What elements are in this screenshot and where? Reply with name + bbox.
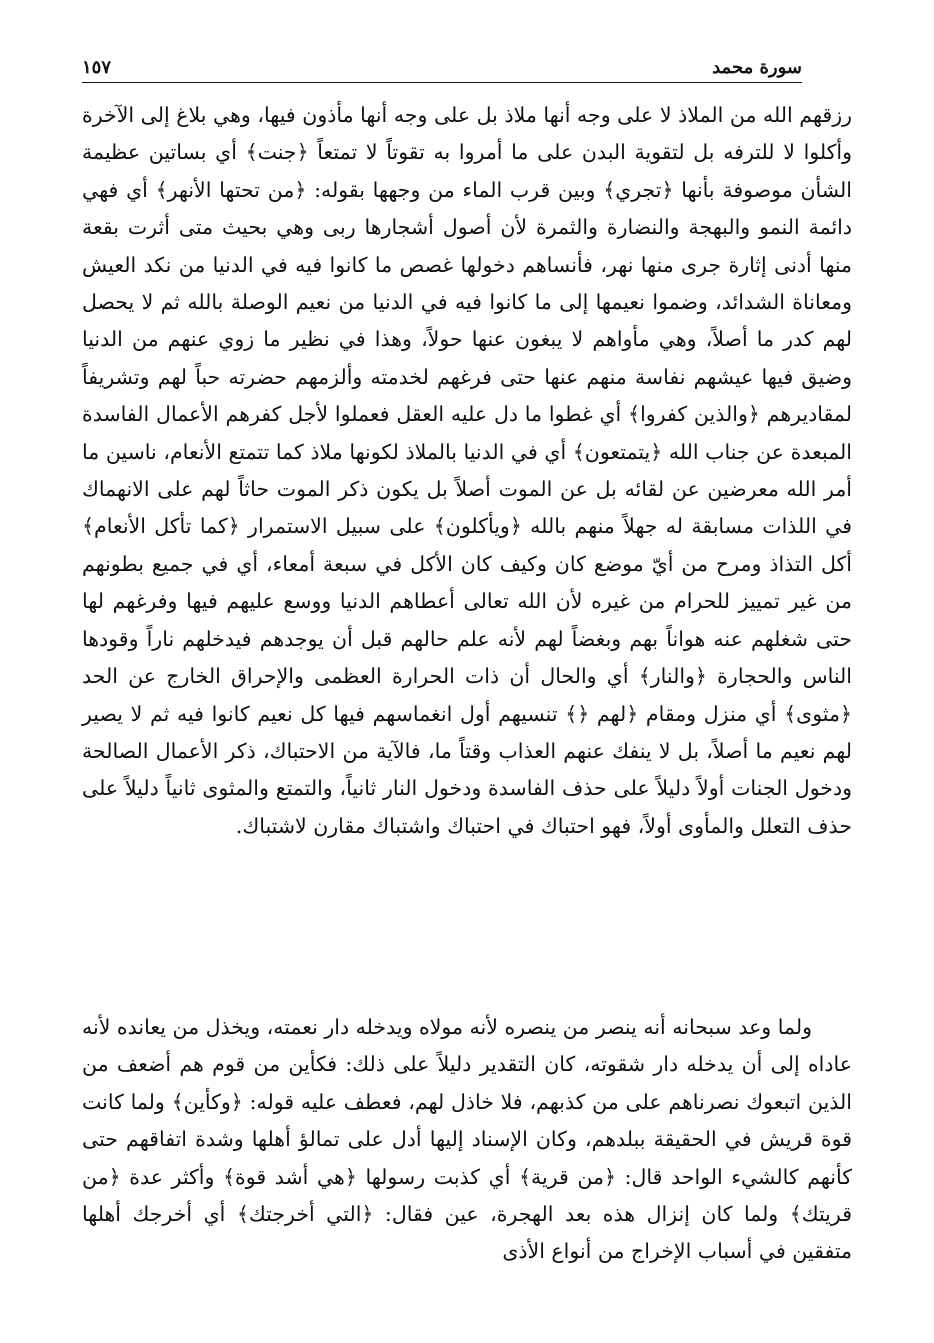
- page-header: [82, 48, 802, 78]
- paragraph-text: [82, 1009, 852, 1271]
- paragraph-text: رزقهم الله من الملاذ لا على وجه أنها ملاذ بل على وجه أنها مأذون فيها، وهي بلاغ إلى الآخرة وأكلوا لا للترفه بل لتقوية البدن على ما أمروا به تقوتاً لا تمتعاً ﴿جنت﴾ أي بساتين عظيمة الشأن موصوفة بأنها ﴿تجري﴾ وبين قرب الماء من وجهها بقوله: ﴿من تحتها الأنهر﴾ أي فهي دائمة النمو والبهجة والنضارة والثمرة لأن أصول أشجارها ربى وهي بحيث متى أثرت بقعة منها أدنى إثارة جرى منها نهر، فأنساهم دخولها غصص ما كانوا فيه في الدنيا من نكد العيش ومعاناة الشدائد، وضموا نعيمها إلى ما كانوا فيه في الدنيا من نعيم الوصلة بالله ثم لا يحصل لهم كدر ما أصلاً، وهي مأواهم لا يبغون عنها حولاً، وهذا في نظير ما زوي عنهم من الدنيا وضيق فيها عيشهم نفاسة منهم عنها حتى فرغهم لخدمته وألزمهم حضرته حباً لهم وتشريفاً لمقاديرهم ﴿والذين كفروا﴾ أي غطوا ما دل عليه العقل فعملوا لأجل كفرهم الأعمال الفاسدة المبعدة عن جناب الله ﴿يتمتعون﴾ أي في الدنيا بالملاذ لكونها ملاذ كما تتمتع الأنعام، ناسين ما أمر الله معرضين عن لقائه بل عن الموت أصلاً بل يكون ذكر الموت حاثاً لهم على الانهماك في اللذات مسابقة له جهلاً منهم بالله ﴿ويأكلون﴾ على سبيل الاستمرار ﴿كما تأكل الأنعام﴾ أكل التذاذ ومرح من أيّ موضع كان وكيف كان الأكل في سبعة أمعاء، أي في جميع بطونهم من غير تمييز للحرام من غيره لأن الله تعالى أعطاهم الدنيا ووسع عليهم فيها وفرغهم لها حتى شغلهم عنه هواناً بهم وبغضاً لهم لأنه علم حالهم قبل أن يوجدهم فيدخلهم ناراً وقودها الناس والحجارة ﴿والنار﴾ أي والحال أن ذات الحرارة العظمى والإحراق الخارج عن الحد ﴿مثوى﴾ أي منزل ومقام ﴿لهم ﴿﴾ تنسيهم أول انغماسهم فيها كل نعيم كانوا فيه ثم لا يصير لهم نعيم ما أصلاً، بل لا ينفك عنهم العذاب وقتاً ما، فالآية من الاحتباك، ذكر الأعمال الصالحة ودخول الجنات أولاً دليلاً على حذف الفاسدة ودخول النار ثانياً، والتمتع والمثوى ثانياً دليلاً على حذف التعلل والمأوى أولاً، فهو احتباك في احتباك واشتباك مقارن لاشتباك.: [82, 103, 852, 838]
- page-number: ١٥٧: [82, 57, 112, 78]
- paragraph-body: ولما وعد سبحانه أنه ينصر من ينصره لأنه مولاه ويدخله دار نعمته، ويخذل من يعانده لأنه عاداه إلى أن يدخله دار شقوته، كان التقدير دليلاً على ذلك: فكأين من قوم هم أضعف من الذين اتبعوك نصرناهم على من كذبهم، فلا خاذل لهم، فعطف عليه قوله: ﴿وكأين﴾ ولما كانت قوة قريش في الحقيقة ببلدهم، وكان الإسناد إليها أدل على تمالؤ أهلها وشدة اتفاقهم حتى كأنهم كالشيء الواحد قال: ﴿من قرية﴾ أي كذبت رسولها ﴿هي أشد قوة﴾ وأكثر عدة ﴿من قريتك﴾ ولما كان إنزال هذه بعد الهجرة، عين فقال: ﴿التي أخرجتك﴾ أي أخرجك أهلها متفقين في أسباب الإخراج من أنواع الأذى: [82, 1015, 852, 1264]
- header-rule: [82, 82, 802, 83]
- body-paragraph-2: [82, 1009, 852, 1271]
- running-title: سورة محمد: [712, 57, 802, 78]
- body-paragraph-1: [82, 97, 852, 845]
